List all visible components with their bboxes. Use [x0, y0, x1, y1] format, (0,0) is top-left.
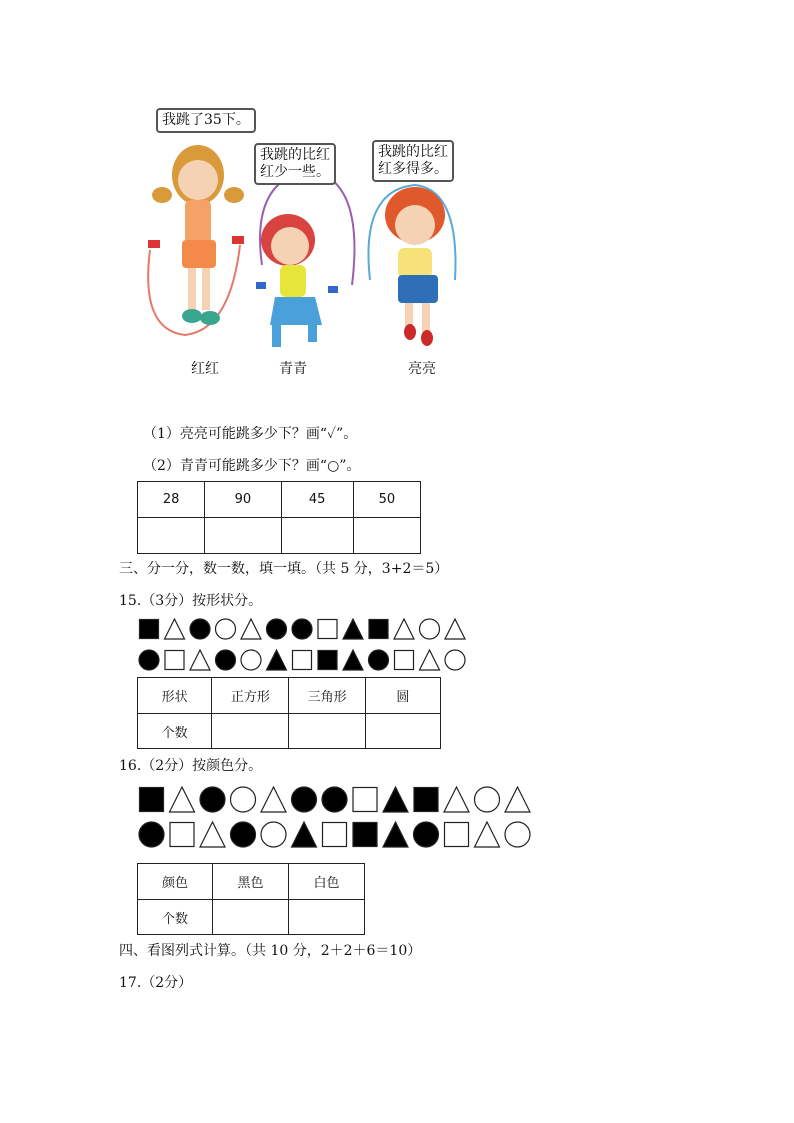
black-triangle-shape — [383, 822, 408, 847]
white-triangle-shape — [170, 787, 195, 812]
speech-bubble-liangliang: 我跳的比红 红多得多。 — [372, 140, 454, 182]
honghong-figure — [148, 145, 244, 335]
q16-title: 16.（2分）按颜色分。 — [119, 758, 263, 774]
white-square-shape — [445, 823, 469, 847]
table-header-cell: 颜色 — [138, 864, 213, 900]
option-cell: 28 — [138, 482, 205, 518]
black-circle-shape — [369, 650, 389, 670]
black-circle-shape — [139, 822, 164, 847]
table-header-cell: 形状 — [138, 678, 212, 714]
qingqing-figure — [256, 170, 354, 347]
black-square-shape — [353, 823, 377, 847]
q15-count-table — [137, 677, 441, 749]
q14-part2: （2）青青可能跳多少下？画“○”。 — [143, 458, 361, 474]
black-circle-shape — [292, 619, 312, 639]
option-cell: 45 — [281, 482, 353, 518]
table-header-cell: 圆 — [365, 678, 440, 714]
white-triangle-shape — [241, 619, 261, 639]
black-circle-shape — [139, 650, 159, 670]
speech-bubble-qingqing: 我跳的比红 红少一些。 — [254, 143, 336, 185]
black-triangle-shape — [343, 619, 363, 639]
white-square-shape — [318, 620, 337, 639]
black-circle-shape — [200, 787, 225, 812]
answer-cell[interactable] — [212, 714, 289, 749]
black-triangle-shape — [292, 822, 317, 847]
white-triangle-shape — [261, 787, 286, 812]
white-triangle-shape — [420, 650, 440, 670]
table-row-label: 个数 — [138, 900, 213, 935]
section4-heading: 四、看图列式计算。（共 10 分，2＋2＋6＝10） — [119, 943, 422, 959]
table-header-cell: 白色 — [289, 864, 365, 900]
black-circle-shape — [216, 650, 236, 670]
white-triangle-shape — [394, 619, 414, 639]
black-triangle-shape — [383, 787, 408, 812]
white-circle-shape — [420, 619, 440, 639]
speech-bubble-honghong: 我跳了35下。 — [156, 108, 256, 133]
name-label-liangliang: 亮亮 — [408, 361, 436, 377]
table-row-label: 个数 — [138, 714, 212, 749]
q16-count-table — [137, 863, 365, 935]
white-circle-shape — [475, 787, 500, 812]
answer-cell[interactable] — [289, 900, 365, 935]
q15-title: 15.（3分）按形状分。 — [119, 593, 263, 609]
section3-heading: 三、分一分，数一数，填一填。（共 5 分，3+2＝5） — [119, 561, 449, 577]
white-circle-shape — [445, 650, 465, 670]
white-square-shape — [323, 823, 347, 847]
option-cell: 90 — [205, 482, 281, 518]
black-circle-shape — [267, 619, 287, 639]
answer-cell[interactable] — [353, 518, 420, 554]
answer-cell[interactable] — [281, 518, 353, 554]
white-triangle-shape — [505, 787, 530, 812]
black-square-shape — [140, 788, 164, 812]
white-circle-shape — [241, 650, 261, 670]
black-circle-shape — [190, 619, 210, 639]
white-square-shape — [395, 651, 414, 670]
table-header-cell: 正方形 — [212, 678, 289, 714]
q16-shape-rows — [138, 786, 538, 854]
answer-cell[interactable] — [213, 900, 289, 935]
black-circle-shape — [231, 822, 256, 847]
white-circle-shape — [261, 822, 286, 847]
answer-cell[interactable] — [205, 518, 281, 554]
white-circle-shape — [505, 822, 530, 847]
white-circle-shape — [216, 619, 236, 639]
black-triangle-shape — [267, 650, 287, 670]
white-square-shape — [165, 651, 184, 670]
answer-cell[interactable] — [289, 714, 365, 749]
table-header-cell: 黑色 — [213, 864, 289, 900]
white-triangle-shape — [190, 650, 210, 670]
answer-cell[interactable] — [138, 518, 205, 554]
black-square-shape — [140, 620, 159, 639]
white-square-shape — [293, 651, 312, 670]
table-header-cell: 三角形 — [289, 678, 365, 714]
black-square-shape — [318, 651, 337, 670]
white-square-shape — [170, 823, 194, 847]
liangliang-figure — [368, 185, 455, 346]
white-triangle-shape — [165, 619, 185, 639]
black-square-shape — [414, 788, 438, 812]
name-label-qingqing: 青青 — [279, 361, 307, 377]
black-circle-shape — [292, 787, 317, 812]
white-square-shape — [353, 788, 377, 812]
white-triangle-shape — [444, 787, 469, 812]
q14-options-table — [137, 481, 421, 554]
q15-shape-rows — [138, 618, 478, 676]
name-label-honghong: 红红 — [191, 361, 219, 377]
black-circle-shape — [414, 822, 439, 847]
white-circle-shape — [231, 787, 256, 812]
white-triangle-shape — [445, 619, 465, 639]
black-circle-shape — [322, 787, 347, 812]
q17-title: 17.（2分） — [119, 975, 193, 991]
black-triangle-shape — [343, 650, 363, 670]
option-cell: 50 — [353, 482, 420, 518]
q14-part1: （1）亮亮可能跳多少下？画“✓”。 — [143, 426, 358, 442]
white-triangle-shape — [475, 822, 500, 847]
black-square-shape — [369, 620, 388, 639]
white-triangle-shape — [200, 822, 225, 847]
answer-cell[interactable] — [365, 714, 440, 749]
